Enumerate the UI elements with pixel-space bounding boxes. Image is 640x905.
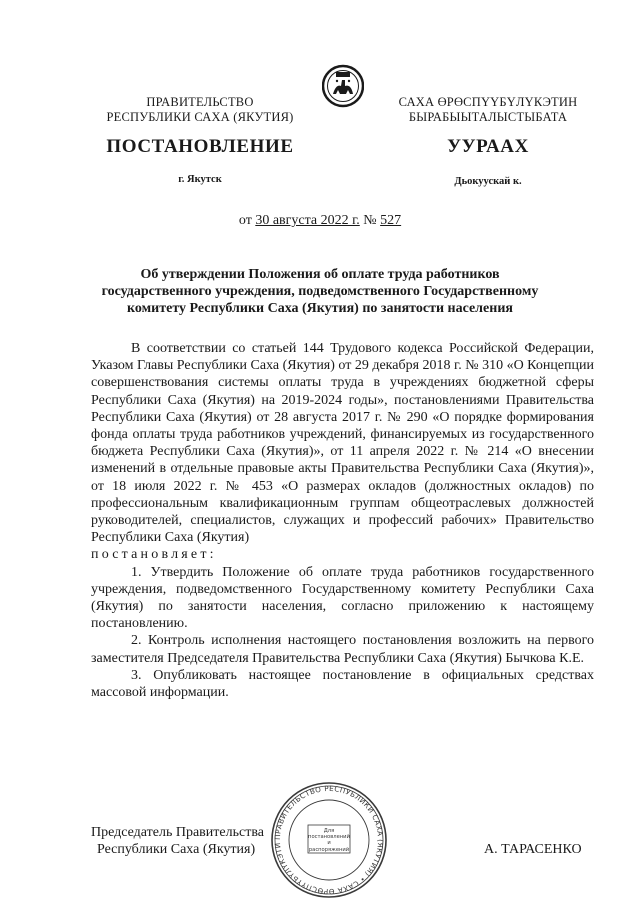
document-date: 30 августа 2022 г. xyxy=(255,213,360,228)
org-left-line2: РЕСПУБЛИКИ САХА (ЯКУТИЯ) xyxy=(106,110,294,124)
seal-center-text: Для постановлений и распоряжений xyxy=(308,828,350,852)
title-line1: Об утверждении Положения об оплате труда работников xyxy=(140,267,500,282)
title-line3: комитету Республики Саха (Якутия) по занятости населения xyxy=(127,301,513,316)
document-title xyxy=(60,266,580,317)
position-line2: Республики Саха (Якутия) xyxy=(97,842,256,857)
date-prefix: от xyxy=(238,213,252,228)
signatory-name: А. ТАРАСЕНКО xyxy=(484,842,582,857)
date-line xyxy=(0,213,640,229)
city-right: Дьокуускай к. xyxy=(454,176,522,187)
doc-type-left: ПОСТАНОВЛЕНИЕ xyxy=(106,136,294,157)
document-body xyxy=(91,340,594,701)
position-line1: Председатель Правительства xyxy=(91,825,264,840)
org-right-line1: САХА ӨРӨСПҮҮБҮЛҮКЭТИН xyxy=(398,95,578,109)
header-org-right xyxy=(376,95,600,125)
seal-ring-text: ПРАВИТЕЛЬСТВО РЕСПУБЛИКИ САХА (ЯКУТИЯ) • САХА ӨРӨСПҮҮБҮЛҮКЭТИ xyxy=(272,783,386,897)
org-left-line1: ПРАВИТЕЛЬСТВО xyxy=(146,95,254,109)
official-seal xyxy=(270,781,388,899)
doc-type-right: УУРААХ xyxy=(447,136,529,157)
official-seal-icon xyxy=(270,781,388,899)
number-sign: № xyxy=(363,213,377,228)
item-2-paragraph: 2. Контроль исполнения настоящего постановления возложить на первого заместителя Председателя Правительства Республики Саха (Якутия) Бычкова К.Е. xyxy=(91,633,594,666)
org-right-line2: БЫРАБЫЫТАЛЫСТЫБАТА xyxy=(408,110,568,124)
item-3-paragraph: 3. Опубликовать настоящее постановление в официальных средствах массовой информации. xyxy=(91,667,594,701)
item-1-paragraph: 1. Утвердить Положение об оплате труда работников государственного учреждения, подведомственного Государственному комитету Республики Саха (Якутия) по занятости населения, согласно приложению к настоящему постановлению. xyxy=(91,564,594,632)
coat-of-arms-emblem xyxy=(322,64,364,108)
signatory-position xyxy=(91,824,291,858)
document-number: 527 xyxy=(380,213,402,228)
city-left: г. Якутск xyxy=(178,174,222,185)
coat-of-arms-sakha-icon xyxy=(322,64,364,108)
header-org-left xyxy=(92,95,308,125)
resolves-word: постановляет: xyxy=(91,547,217,563)
title-line2: государственного учреждения, подведомственного Государственному xyxy=(101,284,539,299)
preamble-paragraph: В соответствии со статьей 144 Трудового кодекса Российской Федерации, Указом Главы Республики Саха (Якутия) от 29 декабря 2018 г. № 310 «О Концепции совершенствования системы оплаты труда в учреждениях бюджетной сферы Республики Саха (Якутия) на 2019-2024 годы», постановлениями Правительства Республики Саха (Якутия) от 28 августа 2017 г. № 290 «О порядке формирования фонда оплаты труда работников учреждений, финансируемых из государственного бюджета Республики Саха (Якутия)», от 11 апреля 2022 г. № 214 «О внесении изменений в отдельные правовые акты Правительства Республики Саха (Якутия)», от 18 июля 2022 г. № 453 «О размерах окладов (должностных окладов) по профессиональным квалификационным группам общеотраслевых должностей руководителей, специалистов, служащих и профессий рабочих» Правительство Республики Саха (Якутия) xyxy=(91,341,594,546)
